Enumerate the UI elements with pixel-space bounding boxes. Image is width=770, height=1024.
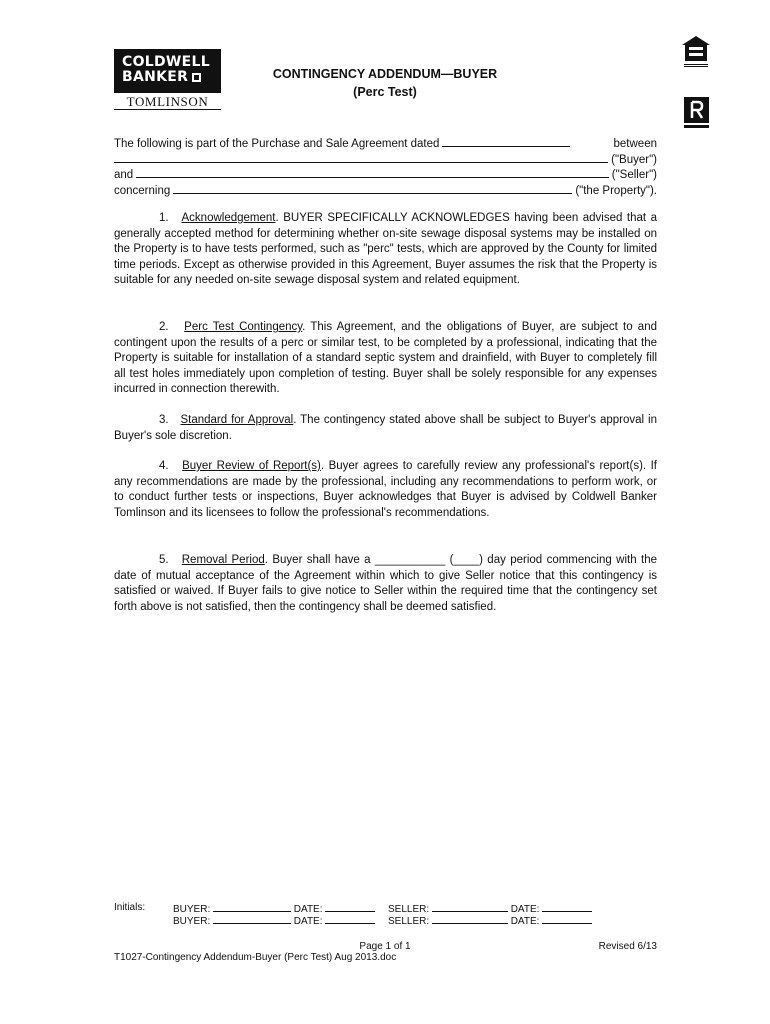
buyer-label: BUYER: [173,904,211,915]
seller-date-blank[interactable] [542,902,592,912]
file-name: T1027-Contingency Addendum-Buyer (Perc Test) Aug 2013.doc [114,952,397,963]
intro-between: between [613,137,657,150]
logo-underline [114,109,221,110]
section-sep: . [293,414,297,426]
initials-label: Initials: [114,902,146,913]
buyer-date-blank[interactable] [325,902,375,912]
initials-row-2 [173,914,375,927]
section-sep: . [302,321,306,333]
seller-initials-blank[interactable] [432,902,508,912]
section-4 [114,459,657,521]
section-heading: Acknowledgement [181,212,276,224]
logo-line1: COLDWELL [122,54,210,70]
section-heading: Buyer Review of Report(s) [182,460,321,472]
section-body: Buyer agrees to carefully review any professional's report(s). If any recommendations are made by the professional, including any recommendations to perform work, or to conduct further tests or inspections, Buyer acknowledges that Buyer is advised by Coldwell Banker Tomlinson and its licensees to follow the professional's recommendations. [114,460,657,519]
section-sep: . [320,460,325,472]
initials-row-2-seller [388,914,592,927]
document-title: CONTINGENCY ADDENDUM—BUYER [272,67,498,81]
intro-and: and [114,168,134,181]
seller-initials-blank[interactable] [432,914,508,924]
buyer-date-blank[interactable] [325,914,375,924]
section-body: The contingency stated above shall be subject to Buyer's approval in Buyer's sole discretion. [114,414,657,442]
page-number: Page 1 of 1 [359,941,411,952]
section-sep: . [275,212,279,224]
section-1 [114,211,657,289]
date-label: DATE: [510,916,540,927]
intro-seller-label: ("Seller") [611,168,657,181]
section-number: 5. [159,554,169,566]
buyer-name-blank[interactable] [114,162,608,163]
logo-subtitle: TOMLINSON [126,94,209,109]
intro-line-4 [114,181,657,197]
intro-line-2 [114,150,657,166]
section-number: 3. [159,414,169,426]
seller-date-blank[interactable] [542,914,592,924]
intro-concerning: concerning [114,184,171,197]
section-body-c: ) day period commencing with the date of mutual acceptance of the Agreement within which to give Seller notice that this contingency is satisfied or waived. If Buyer fails to give notice to Seller within the required time that the contingency set forth above is not satisfied, then the contingency shall be deemed satisfied. [114,554,657,613]
logo-line2-text: BANKER [122,69,189,85]
intro-line-3 [114,165,657,181]
date-label: DATE: [293,904,323,915]
agreement-date-blank[interactable] [442,146,570,147]
section-heading: Removal Period [181,554,265,566]
section-number: 1. [159,212,169,224]
section-heading: Standard for Approval [180,414,294,426]
seller-label: SELLER: [388,916,430,927]
section-body: This Agreement, and the obligations of Buyer, are subject to and contingent upon the results of a perc or similar test, to be completed by a professional, indicating that the Property is suitable for installation of a standard septic system and drainfield, with Buyer to completely fill all test holes immediately upon completion of testing. Buyer shall be solely responsible for any expenses incurred in connection therewith. [114,321,657,396]
realtor-icon [684,97,709,129]
intro-text: The following is part of the Purchase and Sale Agreement dated [114,137,440,150]
intro-property-label: ("the Property"). [575,184,657,197]
section-body-a: Buyer shall have a [267,554,375,566]
buyer-label: BUYER: [173,916,211,927]
revised-date: Revised 6/13 [598,941,657,952]
date-label: DATE: [510,904,540,915]
section-5 [114,553,657,615]
section-2 [114,320,657,398]
removal-period-number-blank[interactable]: ____ [453,554,480,566]
seller-label: SELLER: [388,904,430,915]
section-number: 2. [159,321,169,333]
intro-line-1 [114,134,657,150]
property-blank[interactable] [173,193,572,194]
section-3 [114,413,657,444]
date-label: DATE: [293,916,323,927]
removal-period-words-blank[interactable]: ___________ [374,554,446,566]
equal-housing-opportunity-icon [681,35,711,69]
buyer-initials-blank[interactable] [213,914,291,924]
section-body: BUYER SPECIFICALLY ACKNOWLEDGES having been advised that a generally accepted method for determining whether on-site sewage disposal systems may be installed on the Property is to have tests performed, such as "perc" tests, which are approved by the County for limited time periods. Except as otherwise provided in this Agreement, Buyer assumes the risk that the Property is suitable for any needed on-site sewage disposal system and related equipment. [114,212,658,287]
buyer-initials-blank[interactable] [213,902,291,912]
intro-buyer-label: ("Buyer") [611,153,657,166]
seller-name-blank[interactable] [136,177,609,178]
section-body-b: ( [445,554,454,566]
section-number: 4. [159,460,169,472]
section-sep: . [264,554,268,566]
document-subtitle: (Perc Test) [353,85,417,99]
section-heading: Perc Test Contingency [184,321,303,333]
